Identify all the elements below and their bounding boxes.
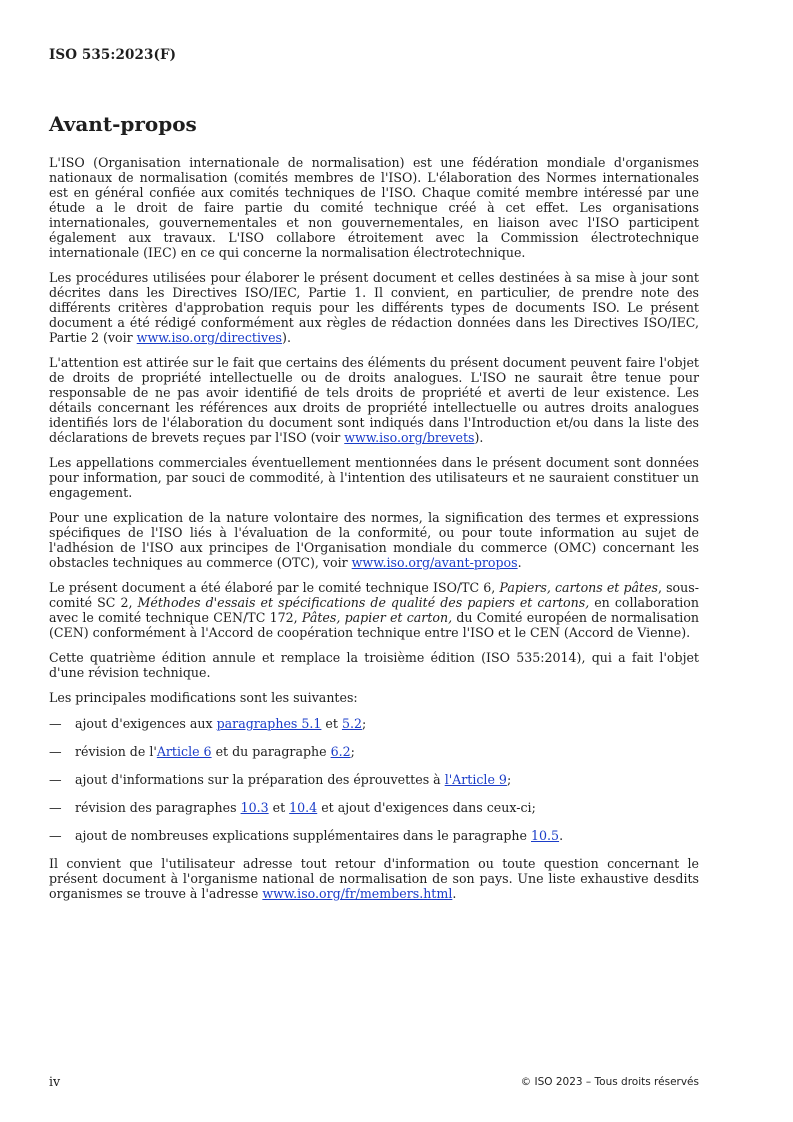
- item-text: .: [559, 828, 564, 843]
- item-text: et du paragraphe: [211, 744, 331, 759]
- list-item-text: [75, 772, 511, 787]
- list-item: [49, 744, 699, 759]
- item-text: ;: [350, 744, 355, 759]
- patents-link[interactable]: www.iso.org/brevets: [344, 430, 475, 445]
- page-number: iv: [49, 1074, 61, 1089]
- item-text: et: [268, 800, 290, 815]
- list-item-text: [75, 800, 536, 815]
- subclause-6-2-link[interactable]: 6.2: [330, 744, 351, 759]
- item-text: ajout d'exigences aux: [75, 716, 217, 731]
- paragraph-text: du Comité européen de normalisation (CEN) conformément à l'Accord de coopération technique entre l'ISO et le CEN (Accord de Vienne).: [49, 610, 700, 640]
- paragraph-text: Le présent document a été élaboré par le comité technique ISO/TC 6,: [49, 580, 500, 595]
- paragraph-end: ).: [474, 430, 484, 445]
- list-dash: —: [49, 744, 62, 759]
- paragraph-changes-intro: Les principales modifications sont les suivantes:: [49, 690, 358, 705]
- italic-title: Méthodes d'essais et spécifications de qualité des papiers et cartons,: [137, 595, 590, 610]
- list-dash: —: [49, 716, 62, 731]
- list-item: [49, 772, 699, 787]
- list-item: [49, 716, 699, 731]
- paragraph-edition: Cette quatrième édition annule et remplace la troisième édition (ISO 535:2014), qui a fait l'objet d'une révision technique.: [49, 650, 699, 680]
- paragraph-text: , sous-comité SC 2,: [49, 580, 699, 610]
- subclause-10-3-link[interactable]: 10.3: [240, 800, 269, 815]
- paragraph-text: en collaboration avec le comité technique CEN/TC 172,: [49, 595, 699, 625]
- clause-6-link[interactable]: Article 6: [156, 744, 212, 759]
- paragraph-text: L'attention est attirée sur le fait que certains des éléments du présent document peuvent faire l'objet de droits de propriété intellectuelle ou de droits analogues. L'ISO ne saurait être tenue pour responsable de ne pas avoir identifié de tels droits de propriété et averti de leur existence. Les détails concernant les références aux droits de propriété intellectuelle ou autres droits analogues identifiés lors de l'élaboration du document sont indiqués dans l'Introduction et/ou dans la liste des déclarations de brevets reçues par l'ISO (voir: [49, 355, 699, 445]
- subclause-10-5-link[interactable]: 10.5: [531, 828, 560, 843]
- item-text: ajout de nombreuses explications supplémentaires dans le paragraphe: [75, 828, 532, 843]
- paragraph-end: ).: [282, 330, 291, 345]
- list-dash: —: [49, 800, 62, 815]
- paragraph-feedback: [49, 856, 699, 901]
- paragraph-patents: [49, 355, 699, 445]
- item-text: et ajout d'exigences dans ceux-ci;: [317, 800, 536, 815]
- paragraph-committee: [49, 580, 699, 640]
- list-dash: —: [49, 772, 62, 787]
- subclause-5-2-link[interactable]: 5.2: [341, 716, 362, 731]
- item-text: ;: [361, 716, 367, 731]
- list-item: [49, 800, 699, 815]
- paragraph-iso-intro: L'ISO (Organisation internationale de normalisation) est une fédération mondiale d'organismes nationaux de normalisation (comités membres de l'ISO). L'élaboration des Normes internationales est en général confiée aux comités techniques de l'ISO. Chaque comité membre intéressé par une étude a le droit de faire partie du comité technique créé à cet effet. Les organisations internationales, gouvernementales et non gouvernementales, en liaison avec l'ISO participent également aux travaux. L'ISO collabore étroitement avec la Commission électrotechnique internationale (IEC) en ce qui concerne la normalisation électrotechnique.: [49, 155, 699, 260]
- clause-9-link[interactable]: l'Article 9: [444, 772, 507, 787]
- item-text: ajout d'informations sur la préparation des éprouvettes à: [75, 772, 445, 787]
- list-dash: —: [49, 828, 62, 843]
- paragraph-trade-names: Les appellations commerciales éventuellement mentionnées dans le présent document sont données pour information, par souci de commodité, à l'intention des utilisateurs et ne sauraient constituer un engagement.: [49, 455, 699, 500]
- list-item-text: [75, 744, 355, 759]
- page-title: Avant-propos: [49, 112, 197, 136]
- paragraph-text: Les procédures utilisées pour élaborer le présent document et celles destinées à sa mise à jour sont décrites dans les Directives ISO/IEC, Partie 1. Il convient, en particulier, de prendre note des différents critères d'approbation requis pour les différents types de documents ISO. Le présent document a été rédigé conformément aux règles de rédaction données dans les Directives ISO/IEC, Partie 2 (voir: [49, 270, 699, 345]
- subclause-10-4-link[interactable]: 10.4: [289, 800, 318, 815]
- list-item-text: [75, 716, 366, 731]
- list-item: [49, 828, 699, 843]
- document-id: ISO 535:2023(F): [49, 47, 177, 63]
- paragraph-text: Il convient que l'utilisateur adresse tout retour d'information ou toute question concernant le présent document à l'organisme national de normalisation de son pays. Une liste exhaustive desdits organismes se trouve à l'adresse: [49, 856, 699, 901]
- paragraph-end: .: [452, 886, 457, 901]
- paragraph-end: .: [517, 555, 522, 570]
- item-text: et: [321, 716, 342, 731]
- paragraph-procedures: [49, 270, 699, 345]
- copyright-notice: © ISO 2023 – Tous droits réservés: [520, 1076, 699, 1088]
- italic-title: Pâtes, papier et carton,: [301, 610, 453, 625]
- paragraph-text: Pour une explication de la nature volontaire des normes, la signification des termes et expressions spécifiques de l'ISO liés à l'évaluation de la conformité, ou pour toute information au sujet de l'adhésion de l'ISO aux principes de l'Organisation mondiale du commerce (OMC) concernant les obstacles techniques au commerce (OTC), voir: [49, 510, 699, 570]
- foreword-link[interactable]: www.iso.org/avant-propos: [351, 555, 518, 570]
- list-item-text: [75, 828, 563, 843]
- italic-title: Papiers, cartons et pâtes: [499, 580, 658, 595]
- members-link[interactable]: www.iso.org/fr/members.html: [262, 886, 453, 901]
- item-text: ;: [506, 772, 512, 787]
- paragraph-voluntary-nature: [49, 510, 699, 570]
- foreword-body: [49, 155, 699, 911]
- item-text: révision des paragraphes: [75, 800, 241, 815]
- item-text: révision de l': [75, 744, 157, 759]
- subclause-5-1-link[interactable]: paragraphes 5.1: [216, 716, 322, 731]
- directives-link[interactable]: www.iso.org/directives: [136, 330, 283, 345]
